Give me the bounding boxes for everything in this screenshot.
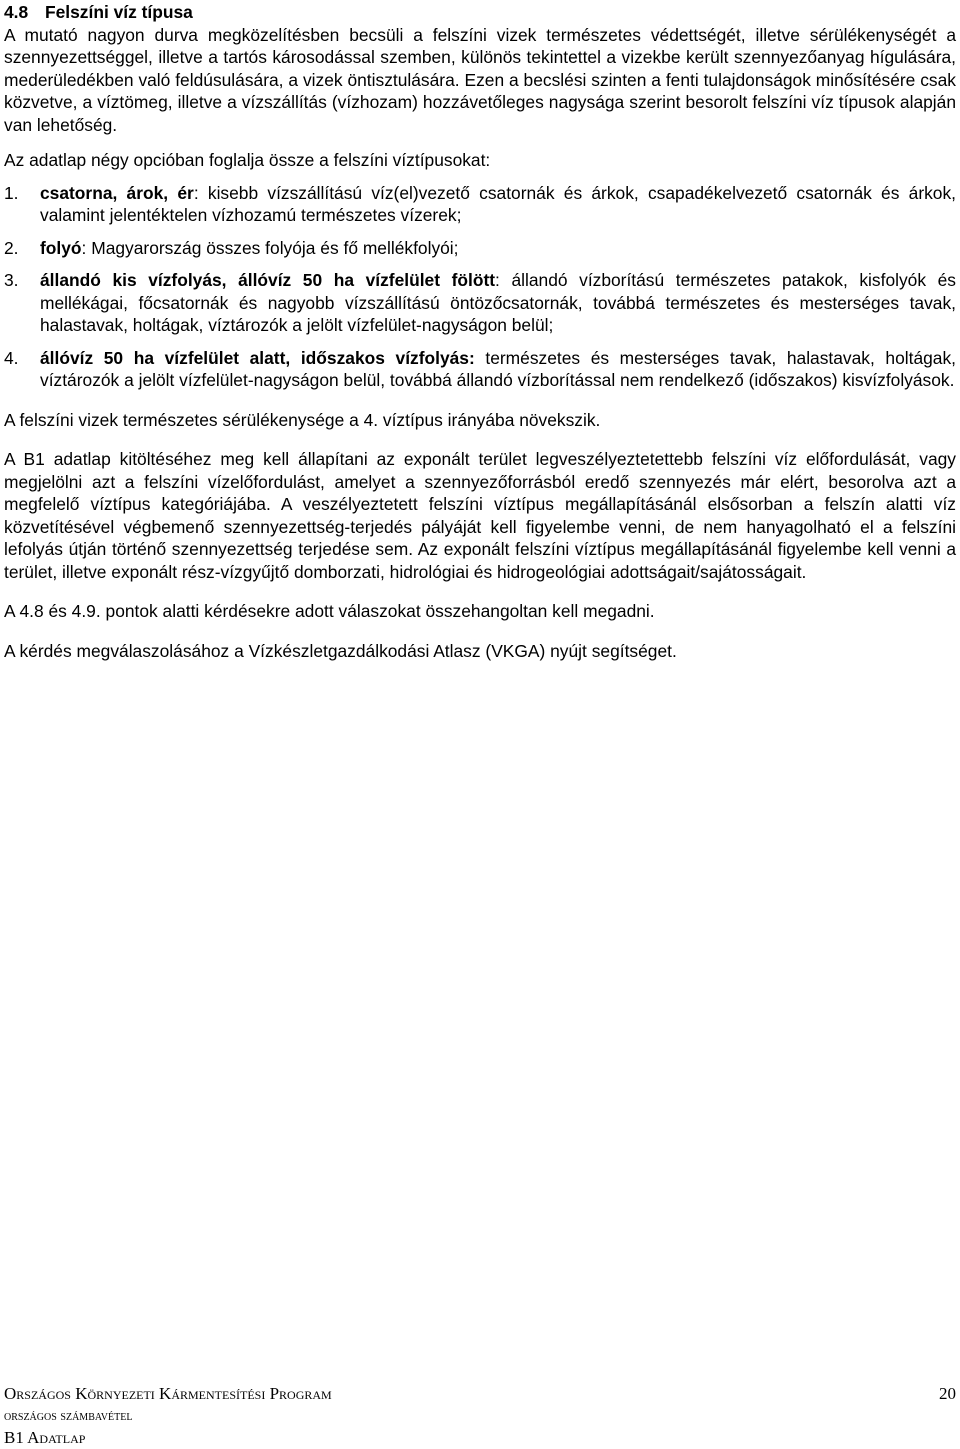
section-number: 4.8 (4, 2, 29, 22)
option-body (40, 237, 956, 260)
harmonize-note: A 4.8 és 4.9. pontok alatti kérdésekre adott válaszokat összehangoltan kell megadni. (4, 601, 655, 621)
option-number: 1. (4, 182, 19, 203)
section-title: Felszíni víz típusa (45, 2, 193, 22)
option-item-3 (4, 269, 956, 337)
options-intro: Az adatlap négy opcióban foglalja össze a felszíni víztípusokat: (4, 150, 491, 170)
atlas-note: A kérdés megválaszolásához a Vízkészletgazdálkodási Atlasz (VKGA) nyújt segítséget. (4, 640, 677, 661)
option-item-1 (4, 182, 956, 227)
option-item-2 (4, 237, 956, 260)
option-number: 2. (4, 237, 19, 258)
option-text: természetes és mesterséges tavak, halastavak, holtágak, víztározók a jelölt vízfelület-nagyságon belül, továbbá állandó vízborítással nem rendelkező (időszakos) kisvízfolyások. (40, 347, 957, 390)
page-footer (4, 1383, 956, 1449)
option-number: 4. (4, 347, 19, 368)
option-item-4 (4, 347, 956, 392)
page-number: 20 (939, 1384, 956, 1403)
vulnerability-note: A felszíni vizek természetes sérülékenysége a 4. víztípus irányába növekszik. (4, 409, 601, 430)
footer-sheet: B1 Adatlap (4, 1428, 86, 1447)
footer-survey: országos számbavétel (4, 1408, 133, 1424)
option-term: állandó kis vízfolyás, állóvíz 50 ha vízfelület fölött (40, 270, 496, 290)
option-body (40, 269, 956, 337)
option-body (40, 182, 956, 227)
option-text: : Magyarország összes folyója és fő mellékfolyói; (81, 237, 459, 258)
document-page (4, 0, 956, 662)
option-term: állóvíz 50 ha vízfelület alatt, időszakos vízfolyás: (40, 347, 475, 368)
option-text: : kisebb vízszállítású víz(el)vezető csatornák és árkok, csapadékelvezető csatornák és árkok, valamint jelentéktelen vízhozamú természetes vízerek; (40, 182, 957, 225)
option-text: : állandó vízborítású természetes patakok, kisfolyók és mellékágai, főcsatornák és nagyobb vízszállítású öntözőcsatornák, továbbá természetes és mesterséges tavak, halastavak, holtágak, víztározók a jelölt vízfelület-nagyságon belül; (40, 270, 956, 335)
option-number: 3. (4, 270, 19, 290)
option-term: folyó (40, 237, 82, 258)
section-heading (4, 1, 956, 24)
option-term: csatorna, árok, ér (40, 182, 194, 203)
intro-paragraph: A mutató nagyon durva megközelítésben becsüli a felszíni vizek természetes védettségét, illetve sérülékenységét a szennyezettséggel, illetve a tartós károsodással szemben, különös tekintettel a vizekbe került szennyezőanyag hígulására, mederüledékben való feldúsulására, a vizek öntisztulására. Ezen a becslési szinten a fenti tulajdonságok minősítésére csak közvetve, a víztömeg, illetve a vízszállítás (vízhozam) hozzávetőleges nagysága szerint besorolt felszíni víz típusok alapján van lehetőség. (4, 24, 956, 135)
footer-program: Országos Környezeti Kármentesítési Program (4, 1384, 332, 1403)
b1-paragraph: A B1 adatlap kitöltéséhez meg kell állapítani az exponált terület legveszélyeztetettebb felszíni víz előfordulását, vagy megjelölni azt a felszíni vízelőfordulást, amelyet a szennyezőforrásból eredő szennyezés már elért, besorolva azt a megfelelő víztípus kategóriájába. A veszélyeztetett felszíni víztípus megállapításánál elsősorban a felszín alatti víz közvetítésével végbemenő szennyezettség-terjedés pályáját kell figyelembe venni, de nem hanyagolható el a felszíni lefolyás útján történő szennyezettség terjedése sem. Az exponált felszíni víztípus megállapításánál figyelembe kell venni a terület, illetve exponált rész-vízgyűjtő domborzati, hidrológiai és hidrogeológiai adottságait/sajátosságait. (4, 449, 956, 582)
option-body (40, 347, 956, 392)
